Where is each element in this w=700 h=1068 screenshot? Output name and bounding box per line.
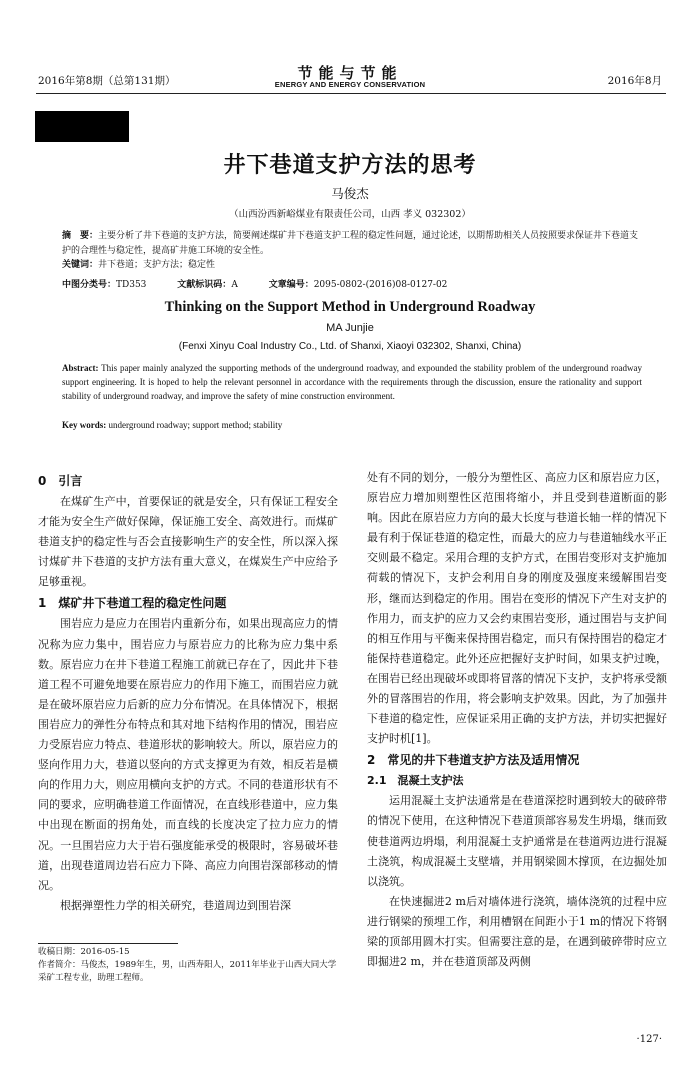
en-abstract-text: This paper mainly analyzed the supporting methods of the underground roadway, and expounded the stability problem of the underground roadway support engineering. It is hoped to help the relevant personnel in accordance with the requirements through the discussion, ensure the rationality and support stability of underground roadway, and improve the safety of mine construction environment. [62,363,642,401]
en-keywords-label: Key words: [62,420,107,430]
english-author: MA Junjie [326,322,374,334]
section-1-heading: 1 煤矿井下巷道工程的稳定性问题 [38,596,227,611]
journal-name-en: ENERGY AND ENERGY CONSERVATION [274,80,426,89]
section-1-paragraph-1: 围岩应力是应力在围岩内重新分布，如果出现高应力的情况称为应力集中，围岩应力与原岩应力的比称为应力集中系数。原岩应力在井下巷道工程施工前就已存在了，因此井下巷道工程不可避免地要在原岩应力的作用下施工，而围岩应力就是在破坏原岩应力后新的应力分布情况。在具体情况下，根据围岩应力的弹性分布特点和其对地下结构作用的情况，围岩应力受原岩应力特点、巷道形状的影响较大。所以，原岩应力的竖向作用力大，巷道以竖向的方式支撑更为有效，相反若是横向的作用力大，则应用横向支护的方式。不同的巷道形状有不同的要求，应明确巷道工作面情况，在直线形巷道中，应力集中出现在断面的拐角处，而直线的长度决定了拉力应力的情况。一旦围岩应力大于岩石强度能承受的极限时，容易破坏巷道，出现巷道周边岩石应力下降、高应力向围岩深部移动的情况。 [38,617,338,892]
article-title: 井下巷道支护方法的思考 [223,153,477,178]
section-2-heading: 2 常见的井下巷道支护方法及适用情况 [367,753,580,768]
section-0-paragraph: 在煤矿生产中，首要保证的就是安全，只有保证工程安全才能为安全生产做好保障，保证施工安全、高效进行。而煤矿巷道支护的稳定性与否会直接影响生产的安全性，所以深入探讨煤矿井下巷道的支护方法有重大意义，在煤炭生产中应给予足够重视。 [38,495,338,589]
english-keywords [62,420,642,430]
section-2-1-heading: 2.1 混凝土支护法 [367,774,464,788]
header-date: 2016年8月 [607,75,662,87]
doc-code-label: 文献标识码： [177,280,232,290]
english-affiliation: (Fenxi Xinyu Coal Industry Co., Ltd. of Shanxi, Xiaoyi 032302, Shanxi, China) [178,341,522,352]
english-title: Thinking on the Support Method in Underground Roadway [164,299,536,315]
journal-logo: 节能与节能 [297,64,403,82]
classification-line [62,277,642,290]
article-no-value: 2095-0802-(2016)08-0127-02 [313,280,448,290]
doc-code-value: A [231,280,238,290]
abstract-text: 主要分析了井下巷道的支护方法，简要阐述煤矿井下巷道支护工程的稳定性问题，通过论述，以期帮助相关人员按照要求保证井下巷道支护的合理性与稳定性，提高矿井施工环境的安全性。 [62,231,639,256]
author-name: 马俊杰 [331,186,369,201]
en-abstract-label: Abstract: [62,363,99,373]
footnote [38,946,338,985]
english-abstract [62,361,642,403]
author-affiliation: （山西汾西新峪煤业有限责任公司，山西 孝义 032302） [229,209,471,220]
received-date: 收稿日期：2016-05-15 [38,947,130,957]
abstract-label: 摘 要： [62,231,99,241]
section-1-paragraph-2-start: 根据弹塑性力学的相关研究，巷道周边到围岩深 [60,898,291,912]
abstract-cn [62,229,642,273]
section-2-1-paragraph-1: 运用混凝土支护法通常是在巷道深挖时遇到较大的破碎带的情况下使用，在这种情况下巷道顶部容易发生坍塌，继而致使巷道两边坍塌，利用混凝土支护通常是在巷道两边进行混凝土浇筑，构成混凝土支壁墙，并用钢梁圆木撑顶，在边掘处加以浇筑。 [367,794,667,888]
section-1-paragraph-2-cont: 处有不同的划分，一般分为塑性区、高应力区和原岩应力区，原岩应力增加则塑性区范围将缩小，并且受到巷道断面的影响。因此在原岩应力方向的最大长度与巷道长轴一样的情况下最有利于保证巷道的稳定性，而最大的应力与巷道轴线水平正交则最不稳定。采用合理的支护方式，在围岩变形对支护施加荷载的情况下，支护会利用自身的刚度及强度来缓解围岩变形，继而达到稳定的作用。围岩在变形的情况下产生对支护的作用力，而支护的应力又会约束围岩变形，通过围岩与支护间的相互作用与平衡来保持围岩稳定，而只有保持围岩的稳定才能保持巷道稳定。此外还应把握好支护时间，如果支护过晚，在围岩已经出现破坏或即将冒落的情况下支护，支护将承受额外的冒落围岩的作用，将会影响支护效果。因此，为了加强井下巷道的稳定性，应保证采用正确的支护方法，并切实把握好支护时机[1]。 [367,471,667,746]
clc-label: 中图分类号： [62,280,117,290]
section-2-1-paragraph-2: 在快速掘进2 m后对墙体进行浇筑，墙体浇筑的过程中应进行钢梁的预埋工作，利用槽钢在间距小于1 m的情况下将钢梁的顶部用圆木打实。但需要注意的是，在遇到破碎带时应立即掘进2 m，并在巷道顶部及两侧 [367,894,667,969]
keywords-text: 井下巷道；支护方法；稳定性 [98,260,216,270]
keywords-label: 关键词： [62,260,99,270]
header-rule [36,93,666,94]
header-issue: 2016年第8期（总第131期） [38,75,176,87]
right-column [367,468,667,972]
article-no-label: 文章编号： [268,280,314,290]
clc-value: TD353 [116,280,147,290]
en-keywords-text: underground roadway; support method; stability [108,420,283,430]
section-0-heading: 0 引言 [38,474,83,488]
redaction-box [35,111,129,142]
page-number: ·127· [636,1034,662,1045]
left-column [38,470,338,916]
footnote-rule [38,943,178,944]
author-bio: 作者简介：马俊杰，1989年生，男，山西寿阳人，2011年毕业于山西大同大学采矿工程专业，助理工程师。 [38,960,337,983]
